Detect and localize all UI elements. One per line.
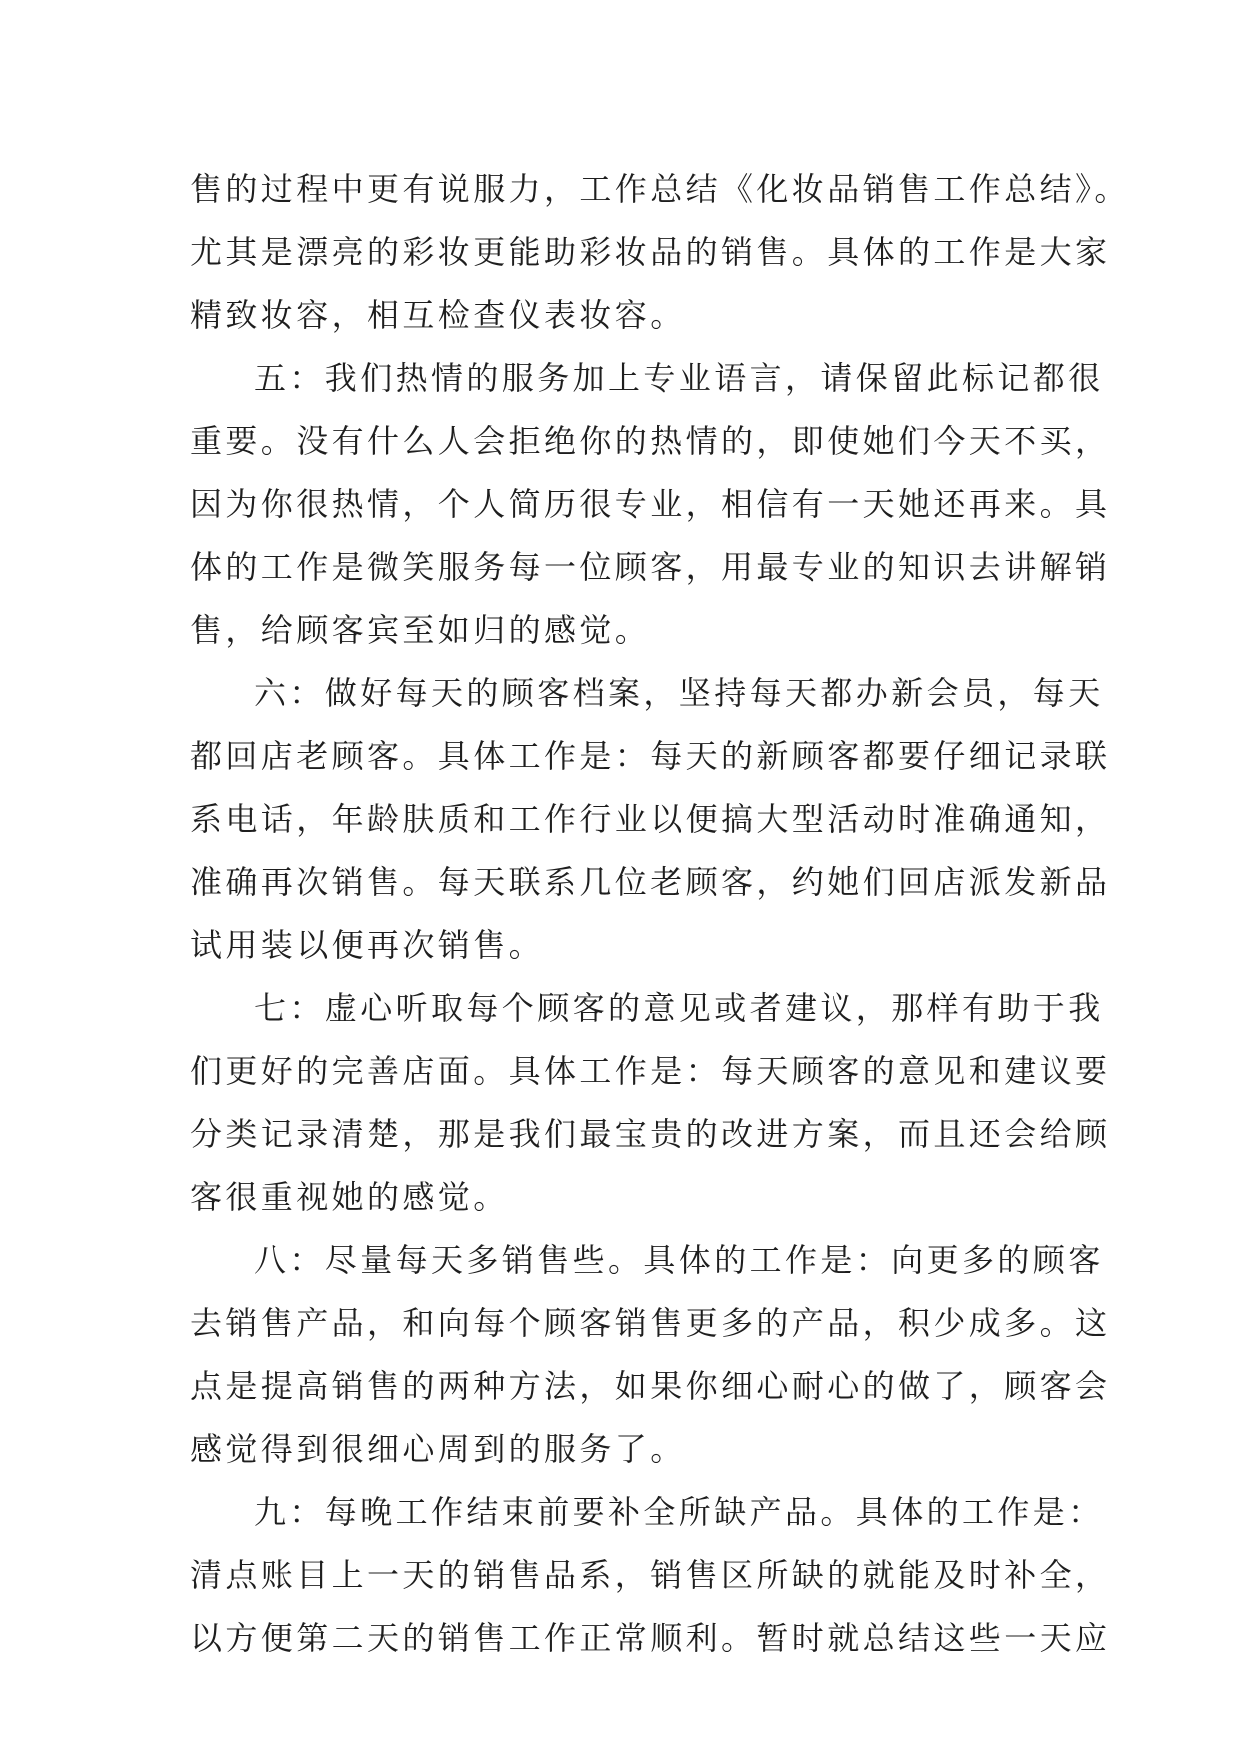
text-line: 尤其是漂亮的彩妆更能助彩妆品的销售。具体的工作是大家 xyxy=(190,233,1111,271)
text-line: 去销售产品，和向每个顾客销售更多的产品，积少成多。这 xyxy=(190,1304,1111,1342)
paragraph-start-line: 六：做好每天的顾客档案，坚持每天都办新会员，每天 xyxy=(254,674,1104,712)
paragraph-start-line: 九：每晚工作结束前要补全所缺产品。具体的工作是： xyxy=(254,1493,1104,1531)
text-line: 系电话，年龄肤质和工作行业以便搞大型活动时准确通知， xyxy=(190,800,1111,838)
text-line: 售的过程中更有说服力，工作总结《化妆品销售工作总结》。 xyxy=(190,170,1130,208)
text-line: 们更好的完善店面。具体工作是：每天顾客的意见和建议要 xyxy=(190,1052,1111,1090)
paragraph-start-line: 五：我们热情的服务加上专业语言，请保留此标记都很 xyxy=(254,359,1104,397)
text-line: 以方便第二天的销售工作正常顺利。暂时就总结这些一天应 xyxy=(190,1619,1111,1657)
text-line: 客很重视她的感觉。 xyxy=(190,1178,509,1216)
text-line: 精致妆容，相互检查仪表妆容。 xyxy=(190,296,686,334)
text-line: 重要。没有什么人会拒绝你的热情的，即使她们今天不买， xyxy=(190,422,1111,460)
text-line: 都回店老顾客。具体工作是：每天的新顾客都要仔细记录联 xyxy=(190,737,1111,775)
text-line: 准确再次销售。每天联系几位老顾客，约她们回店派发新品 xyxy=(190,863,1111,901)
text-line: 体的工作是微笑服务每一位顾客，用最专业的知识去讲解销 xyxy=(190,548,1111,586)
text-line: 清点账目上一天的销售品系，销售区所缺的就能及时补全， xyxy=(190,1556,1111,1594)
text-line: 分类记录清楚，那是我们最宝贵的改进方案，而且还会给顾 xyxy=(190,1115,1111,1153)
text-line: 试用装以便再次销售。 xyxy=(190,926,545,964)
text-line: 因为你很热情，个人简历很专业，相信有一天她还再来。具 xyxy=(190,485,1111,523)
text-line: 售，给顾客宾至如归的感觉。 xyxy=(190,611,651,649)
text-line: 点是提高销售的两种方法，如果你细心耐心的做了，顾客会 xyxy=(190,1367,1111,1405)
document-body xyxy=(190,158,1130,1670)
paragraph-start-line: 七：虚心听取每个顾客的意见或者建议，那样有助于我 xyxy=(254,989,1104,1027)
paragraph-start-line: 八：尽量每天多销售些。具体的工作是：向更多的顾客 xyxy=(254,1241,1104,1279)
text-line: 感觉得到很细心周到的服务了。 xyxy=(190,1430,686,1468)
